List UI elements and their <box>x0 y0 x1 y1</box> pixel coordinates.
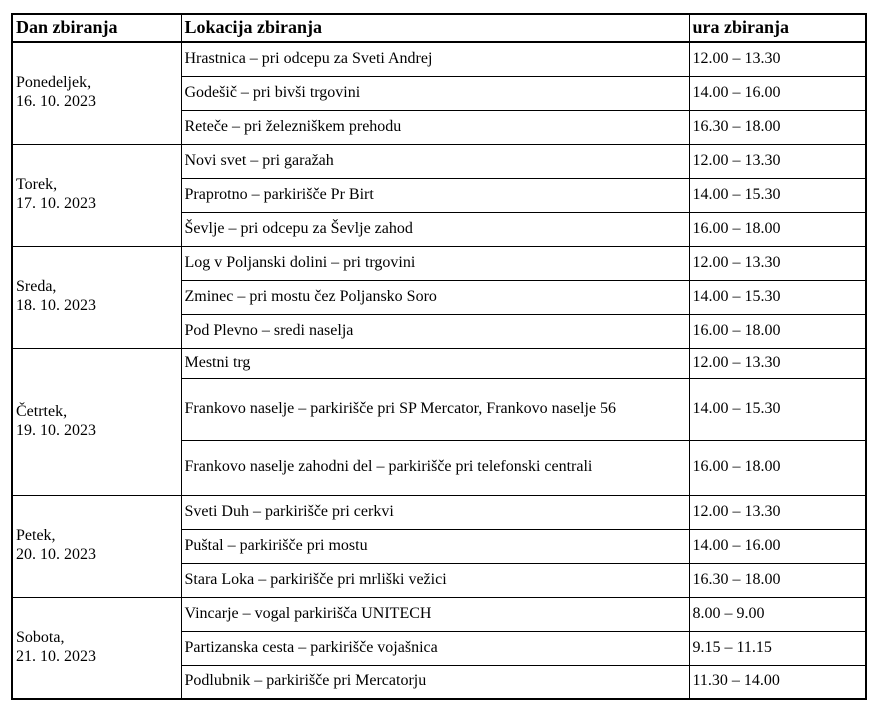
table-row <box>12 246 866 280</box>
time-cell: 16.30 – 18.00 <box>689 563 866 597</box>
day-date: 16. 10. 2023 <box>16 93 96 111</box>
location-cell: Log v Poljanski dolini – pri trgovini <box>181 246 689 280</box>
table-row <box>12 597 866 631</box>
time-cell: 9.15 – 11.15 <box>689 631 866 665</box>
day-date: 19. 10. 2023 <box>16 421 96 439</box>
time-cell: 14.00 – 16.00 <box>689 529 866 563</box>
location-cell: Novi svet – pri garažah <box>181 144 689 178</box>
time-cell: 14.00 – 16.00 <box>689 76 866 110</box>
day-date: 20. 10. 2023 <box>16 546 96 563</box>
day-name: Torek, <box>16 176 58 194</box>
day-name: Sreda, <box>16 278 57 296</box>
table-row <box>12 144 866 178</box>
time-cell: 12.00 – 13.30 <box>689 144 866 178</box>
time-cell: 11.30 – 14.00 <box>689 665 866 699</box>
location-cell: Stara Loka – parkirišče pri mrliški vežici <box>181 563 689 597</box>
location-cell: Puštal – parkirišče pri mostu <box>181 529 689 563</box>
location-cell: Vincarje – vogal parkirišča UNITECH <box>181 597 689 631</box>
location-cell: Pod Plevno – sredi naselja <box>181 314 689 348</box>
day-cell <box>12 42 181 144</box>
header-row <box>12 14 866 42</box>
day-cell <box>12 246 181 348</box>
day-name: Sobota, <box>16 628 65 646</box>
day-cell <box>12 495 181 597</box>
day-cell <box>12 348 181 495</box>
table-row <box>12 495 866 529</box>
day-date: 17. 10. 2023 <box>16 195 96 212</box>
table-row <box>12 348 866 378</box>
location-cell: Zminec – pri mostu čez Poljansko Soro <box>181 280 689 314</box>
column-header-time: ura zbiranja <box>689 14 866 42</box>
location-cell: Sveti Duh – parkirišče pri cerkvi <box>181 495 689 529</box>
location-cell: Frankovo naselje – parkirišče pri SP Mercator, Frankovo naselje 56 <box>181 378 689 440</box>
time-cell: 16.00 – 18.00 <box>689 212 866 246</box>
time-cell: 16.00 – 18.00 <box>689 314 866 348</box>
time-cell: 8.00 – 9.00 <box>689 597 866 631</box>
location-cell: Ševlje – pri odcepu za Ševlje zahod <box>181 212 689 246</box>
location-cell: Podlubnik – parkirišče pri Mercatorju <box>181 665 689 699</box>
time-cell: 16.30 – 18.00 <box>689 110 866 144</box>
day-cell <box>12 597 181 699</box>
location-cell: Partizanska cesta – parkirišče vojašnica <box>181 631 689 665</box>
location-cell: Frankovo naselje zahodni del – parkirišče pri telefonski centrali <box>181 440 689 495</box>
day-name: Četrtek, <box>16 402 68 420</box>
time-cell: 16.00 – 18.00 <box>689 440 866 495</box>
time-cell: 12.00 – 13.30 <box>689 42 866 76</box>
day-name: Petek, <box>16 527 56 545</box>
time-cell: 14.00 – 15.30 <box>689 378 866 440</box>
schedule-body <box>12 42 866 699</box>
time-cell: 14.00 – 15.30 <box>689 178 866 212</box>
time-cell: 14.00 – 15.30 <box>689 280 866 314</box>
time-cell: 12.00 – 13.30 <box>689 246 866 280</box>
location-cell: Godešič – pri bivši trgovini <box>181 76 689 110</box>
time-cell: 12.00 – 13.30 <box>689 495 866 529</box>
day-date: 21. 10. 2023 <box>16 647 96 665</box>
table-row <box>12 42 866 76</box>
column-header-location: Lokacija zbiranja <box>181 14 689 42</box>
day-name: Ponedeljek, <box>16 74 92 92</box>
collection-schedule-table <box>11 13 867 700</box>
column-header-day: Dan zbiranja <box>12 14 181 42</box>
location-cell: Mestni trg <box>181 348 689 378</box>
time-cell: 12.00 – 13.30 <box>689 348 866 378</box>
location-cell: Praprotno – parkirišče Pr Birt <box>181 178 689 212</box>
day-cell <box>12 144 181 246</box>
day-date: 18. 10. 2023 <box>16 297 96 314</box>
location-cell: Hrastnica – pri odcepu za Sveti Andrej <box>181 42 689 76</box>
location-cell: Reteče – pri železniškem prehodu <box>181 110 689 144</box>
